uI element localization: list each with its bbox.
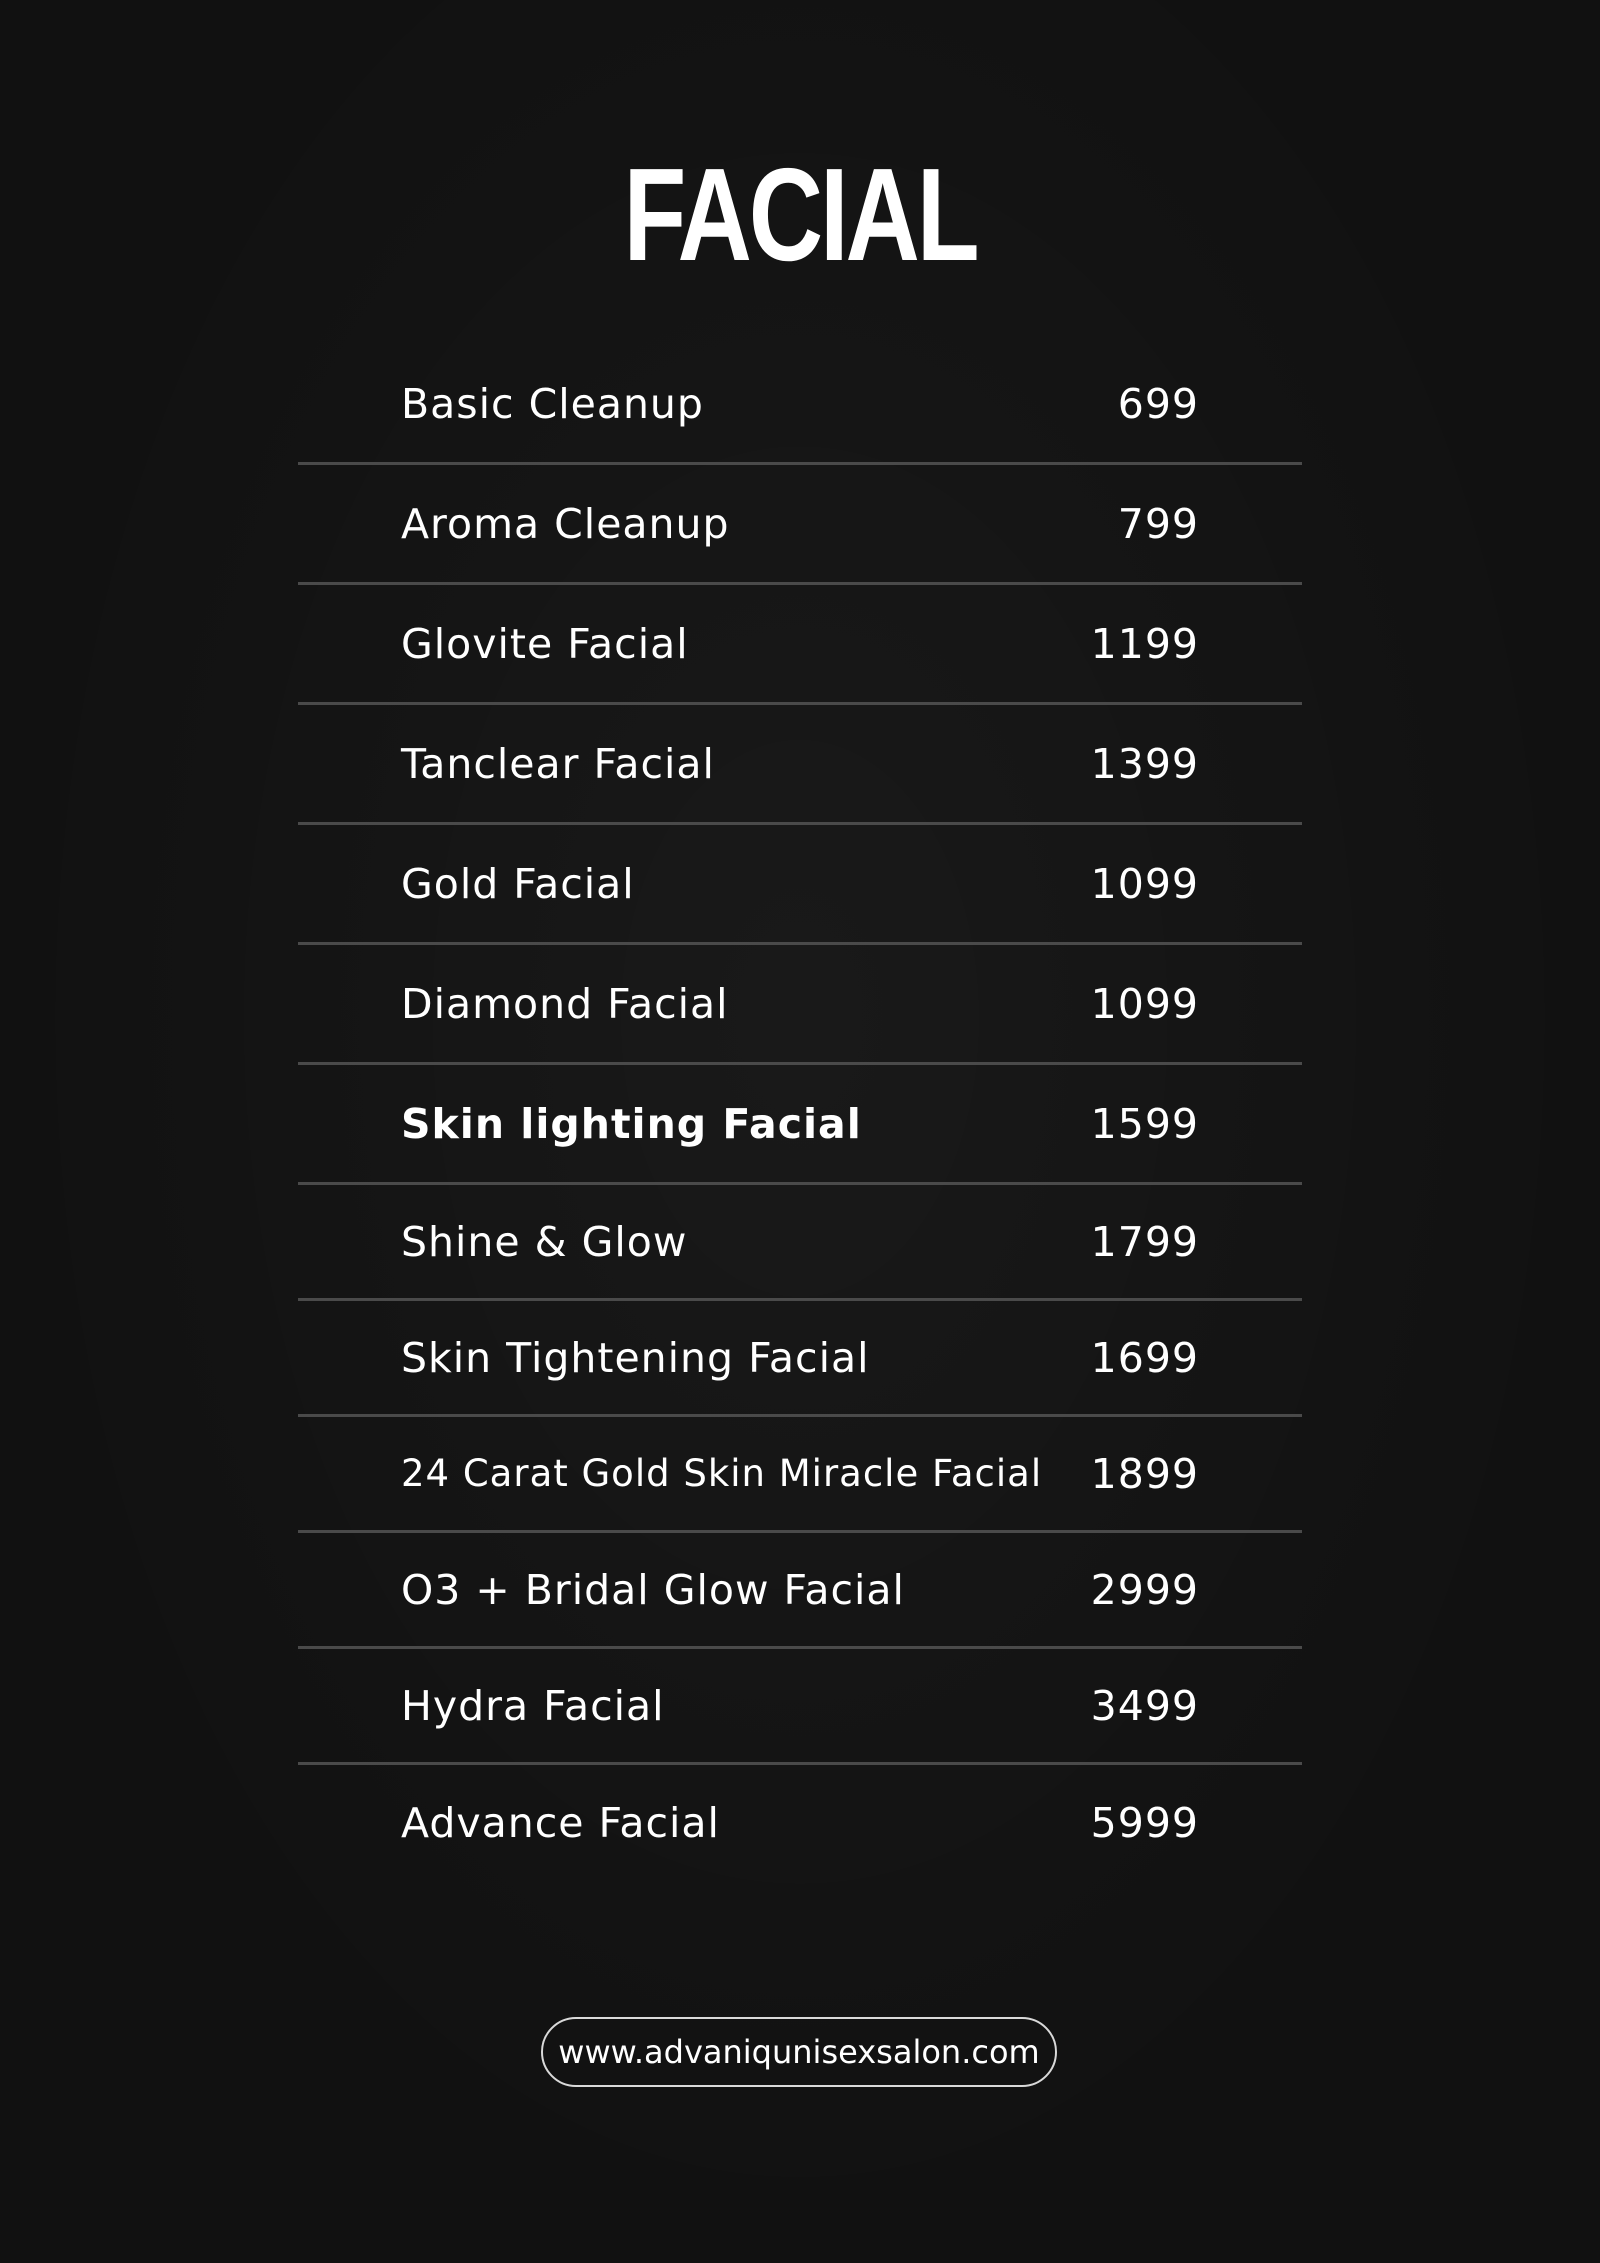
service-price: 1899: [1090, 1449, 1199, 1498]
list-item: [298, 1765, 1302, 1881]
service-price: 699: [1117, 379, 1199, 428]
list-item: [298, 1417, 1302, 1533]
list-item: [298, 585, 1302, 705]
service-price: 2999: [1090, 1565, 1199, 1614]
service-name: Shine & Glow: [401, 1217, 688, 1266]
service-price-list: [298, 345, 1302, 1881]
list-item: [298, 1533, 1302, 1649]
service-name: Gold Facial: [401, 859, 635, 908]
list-item: [298, 825, 1302, 945]
service-price: 1599: [1090, 1099, 1199, 1148]
website-link[interactable]: www.advaniqunisexsalon.com: [541, 2017, 1057, 2087]
list-item: [298, 1065, 1302, 1185]
list-item: [298, 945, 1302, 1065]
service-price: 1099: [1090, 859, 1199, 908]
service-name: Glovite Facial: [401, 619, 689, 668]
list-item: [298, 705, 1302, 825]
service-name: Skin Tightening Facial: [401, 1333, 870, 1382]
list-item: [298, 1301, 1302, 1417]
service-price: 1399: [1090, 739, 1199, 788]
service-name: Basic Cleanup: [401, 379, 704, 428]
service-price: 1699: [1090, 1333, 1199, 1382]
service-price: 1799: [1090, 1217, 1199, 1266]
service-name: Skin lighting Facial: [401, 1099, 862, 1148]
list-item: [298, 1185, 1302, 1301]
service-name: O3 + Bridal Glow Facial: [401, 1565, 905, 1614]
service-name: Diamond Facial: [401, 979, 729, 1028]
service-name: Advance Facial: [401, 1799, 720, 1847]
service-price: 3499: [1090, 1681, 1199, 1730]
service-name: Aroma Cleanup: [401, 499, 730, 548]
service-name: 24 Carat Gold Skin Miracle Facial: [401, 1452, 1043, 1495]
page-title: FACIAL: [623, 141, 977, 288]
service-name: Hydra Facial: [401, 1681, 665, 1730]
service-price: 799: [1117, 499, 1199, 548]
list-item: [298, 1649, 1302, 1765]
service-price: 1099: [1090, 979, 1199, 1028]
service-price: 5999: [1090, 1799, 1199, 1847]
list-item: [298, 345, 1302, 465]
service-price: 1199: [1090, 619, 1199, 668]
service-name: Tanclear Facial: [401, 739, 715, 788]
list-item: [298, 465, 1302, 585]
